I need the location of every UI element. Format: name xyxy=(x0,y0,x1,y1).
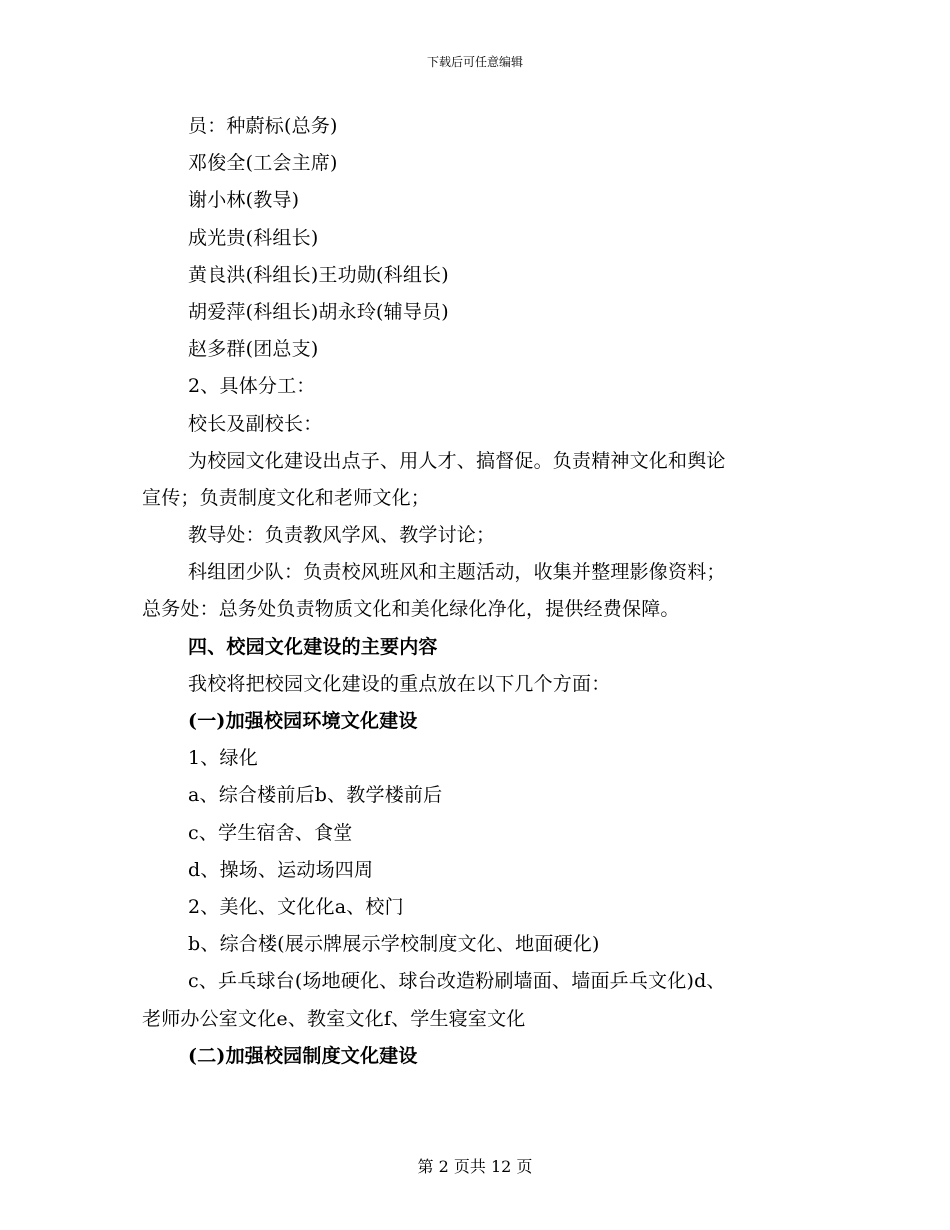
section-heading: 四、校园文化建设的主要内容 xyxy=(188,635,438,658)
text-line: 总务处：总务处负责物质文化和美化绿化净化，提供经费保障。 xyxy=(142,598,680,621)
text-line: 宣传；负责制度文化和老师文化； xyxy=(142,486,431,509)
text-line: 胡爱萍(科组长)胡永玲(辅导员) xyxy=(188,300,449,323)
text-line: 成光贵(科组长) xyxy=(188,226,319,249)
text-line: a、综合楼前后b、教学楼前后 xyxy=(188,784,443,807)
text-line: 校长及副校长： xyxy=(188,412,323,435)
text-line: 邓俊全(工会主席) xyxy=(188,152,338,175)
text-line: 1、绿化 xyxy=(188,747,258,770)
text-line: 赵多群(团总支) xyxy=(188,338,319,361)
text-line: c、乒乓球台(场地硬化、球台改造粉刷墙面、墙面乒乓文化)d、 xyxy=(188,970,726,993)
text-line: 2、美化、文化化a、校门 xyxy=(188,895,404,918)
section-heading: (一)加强校园环境文化建设 xyxy=(188,710,418,732)
document-body xyxy=(142,108,814,1075)
page-footer: 第 2 页共 12 页 xyxy=(417,1157,533,1176)
text-line: 黄良洪(科组长)王功勋(科组长) xyxy=(188,263,449,286)
text-line: 为校园文化建设出点子、用人才、搞督促。负责精神文化和舆论 xyxy=(188,449,726,472)
text-line: d、操场、运动场四周 xyxy=(188,858,374,881)
text-line: 教导处：负责教风学风、教学讨论； xyxy=(188,524,496,547)
text-line: c、学生宿舍、食堂 xyxy=(188,821,353,844)
text-line: 老师办公室文化e、教室文化f、学生寝室文化 xyxy=(142,1007,526,1030)
text-line: 我校将把校园文化建设的重点放在以下几个方面： xyxy=(188,672,611,695)
page-header: 下载后可任意编辑 xyxy=(426,55,523,69)
text-line: 员：种蔚标(总务) xyxy=(188,115,338,137)
text-line: 谢小林(教导) xyxy=(188,189,300,212)
text-line: 科组团少队：负责校风班风和主题活动，收集并整理影像资料； xyxy=(188,561,726,584)
text-line: b、综合楼(展示牌展示学校制度文化、地面硬化) xyxy=(188,933,600,956)
text-line: 2、具体分工： xyxy=(188,375,316,398)
section-heading: (二)加强校园制度文化建设 xyxy=(188,1044,418,1067)
